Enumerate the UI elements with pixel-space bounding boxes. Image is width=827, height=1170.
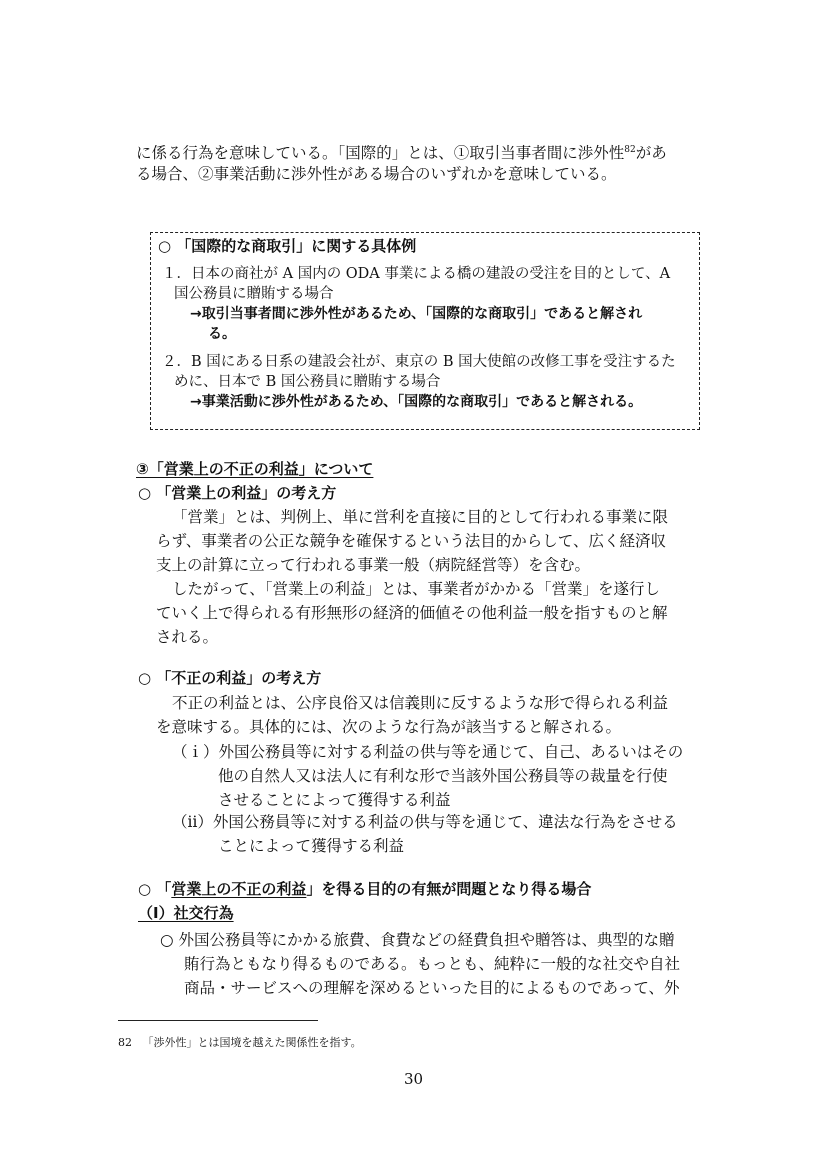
para-3-line-1: 不正の利益とは、公序良俗又は信義則に反するような形で得られる利益 — [172, 694, 669, 712]
subheading-purpose-issue: ○ 「営業上の不正の利益」を得る目的の有無が問題となり得る場合 — [138, 880, 592, 898]
para-2-line-1: したがって、「営業上の利益」とは、事業者がかかる「営業」を遂行し — [172, 580, 660, 598]
item-i-line-1: （ｉ）外国公務員等に対する利益の供与等を通じて、自己、あるいはその — [172, 743, 684, 761]
example-1-line-2: 国公務員に贈賄する場合 — [174, 286, 334, 302]
section-3-heading: ③「営業上の不正の利益」について — [136, 460, 374, 478]
intro-line-2: る場合、②事業活動に渉外性がある場合のいずれかを意味している。 — [136, 165, 617, 183]
footnote-number: 82 — [118, 1036, 132, 1049]
subheading-social-acts: （Ⅰ）社交行為 — [138, 904, 234, 922]
example-box-heading: ○ 「国際的な商取引」に関する具体例 — [158, 237, 417, 255]
example-1-result-1: →取引当事者間に渉外性があるため、「国際的な商取引」であると解され — [190, 306, 643, 322]
footnote-text: 「渉外性」とは国境を越えた関係性を指す。 — [142, 1036, 362, 1049]
item-i-line-2: 他の自然人又は法人に有利な形で当該外国公務員等の裁量を行使 — [218, 767, 668, 785]
item-ii-line-1: （ⅱ）外国公務員等に対する利益の供与等を通じて、違法な行為をさせる — [172, 813, 678, 831]
para-2-line-2: ていく上で得られる有形無形の経済的価値その他利益一般を指すものと解 — [156, 604, 668, 622]
item-i-line-3: させることによって獲得する利益 — [218, 791, 451, 809]
para-3-line-2: を意味する。具体的には、次のような行為が該当すると解される。 — [156, 718, 622, 736]
subheading-unjust-profit: ○ 「不正の利益」の考え方 — [138, 669, 322, 687]
example-1-line-1: １．日本の商社が A 国内の ODA 事業による橋の建設の受注を目的として、A — [162, 266, 671, 282]
para-1-line-1: 「営業」とは、判例上、単に営利を直接に目的として行われる事業に限 — [172, 508, 669, 526]
para-2-line-3: される。 — [156, 628, 219, 646]
para-1-line-2: らず、事業者の公正な競争を確保するという法目的からして、広く経済収 — [156, 532, 666, 550]
para-4-line-2: 賄行為ともなり得るものである。もっとも、純粋に一般的な社交や自社 — [184, 955, 681, 973]
intro-line-1: に係る行為を意味している。「国際的」とは、①取引当事者間に渉外性$^{82}$があ — [136, 144, 667, 162]
para-4-line-1: ○ 外国公務員等にかかる旅費、食費などの経費負担や贈答は、典型的な贈 — [160, 931, 675, 949]
para-1-line-3: 支上の計算に立って行われる事業一般（病院経営等）を含む。 — [156, 556, 591, 574]
example-1-result-2: る。 — [208, 326, 236, 342]
subheading-business-profit: ○ 「営業上の利益」の考え方 — [138, 484, 337, 502]
footnote — [118, 1034, 362, 1050]
example-2-line-1: ２．B 国にある日系の建設会社が、東京の B 国大使館の改修工事を受注するた — [162, 354, 676, 370]
item-ii-line-2: ことによって獲得する利益 — [218, 837, 405, 855]
page-number: 30 — [403, 1070, 424, 1088]
example-2-line-2: めに、日本で B 国公務員に贈賄する場合 — [174, 374, 441, 390]
example-2-result: →事業活動に渉外性があるため、「国際的な商取引」であると解される。 — [190, 394, 643, 410]
para-4-line-3: 商品・サービスへの理解を深めるといった目的によるものであって、外 — [184, 979, 680, 997]
footnote-rule — [118, 1020, 318, 1021]
footnote-ref[interactable]: 82 — [624, 145, 636, 155]
